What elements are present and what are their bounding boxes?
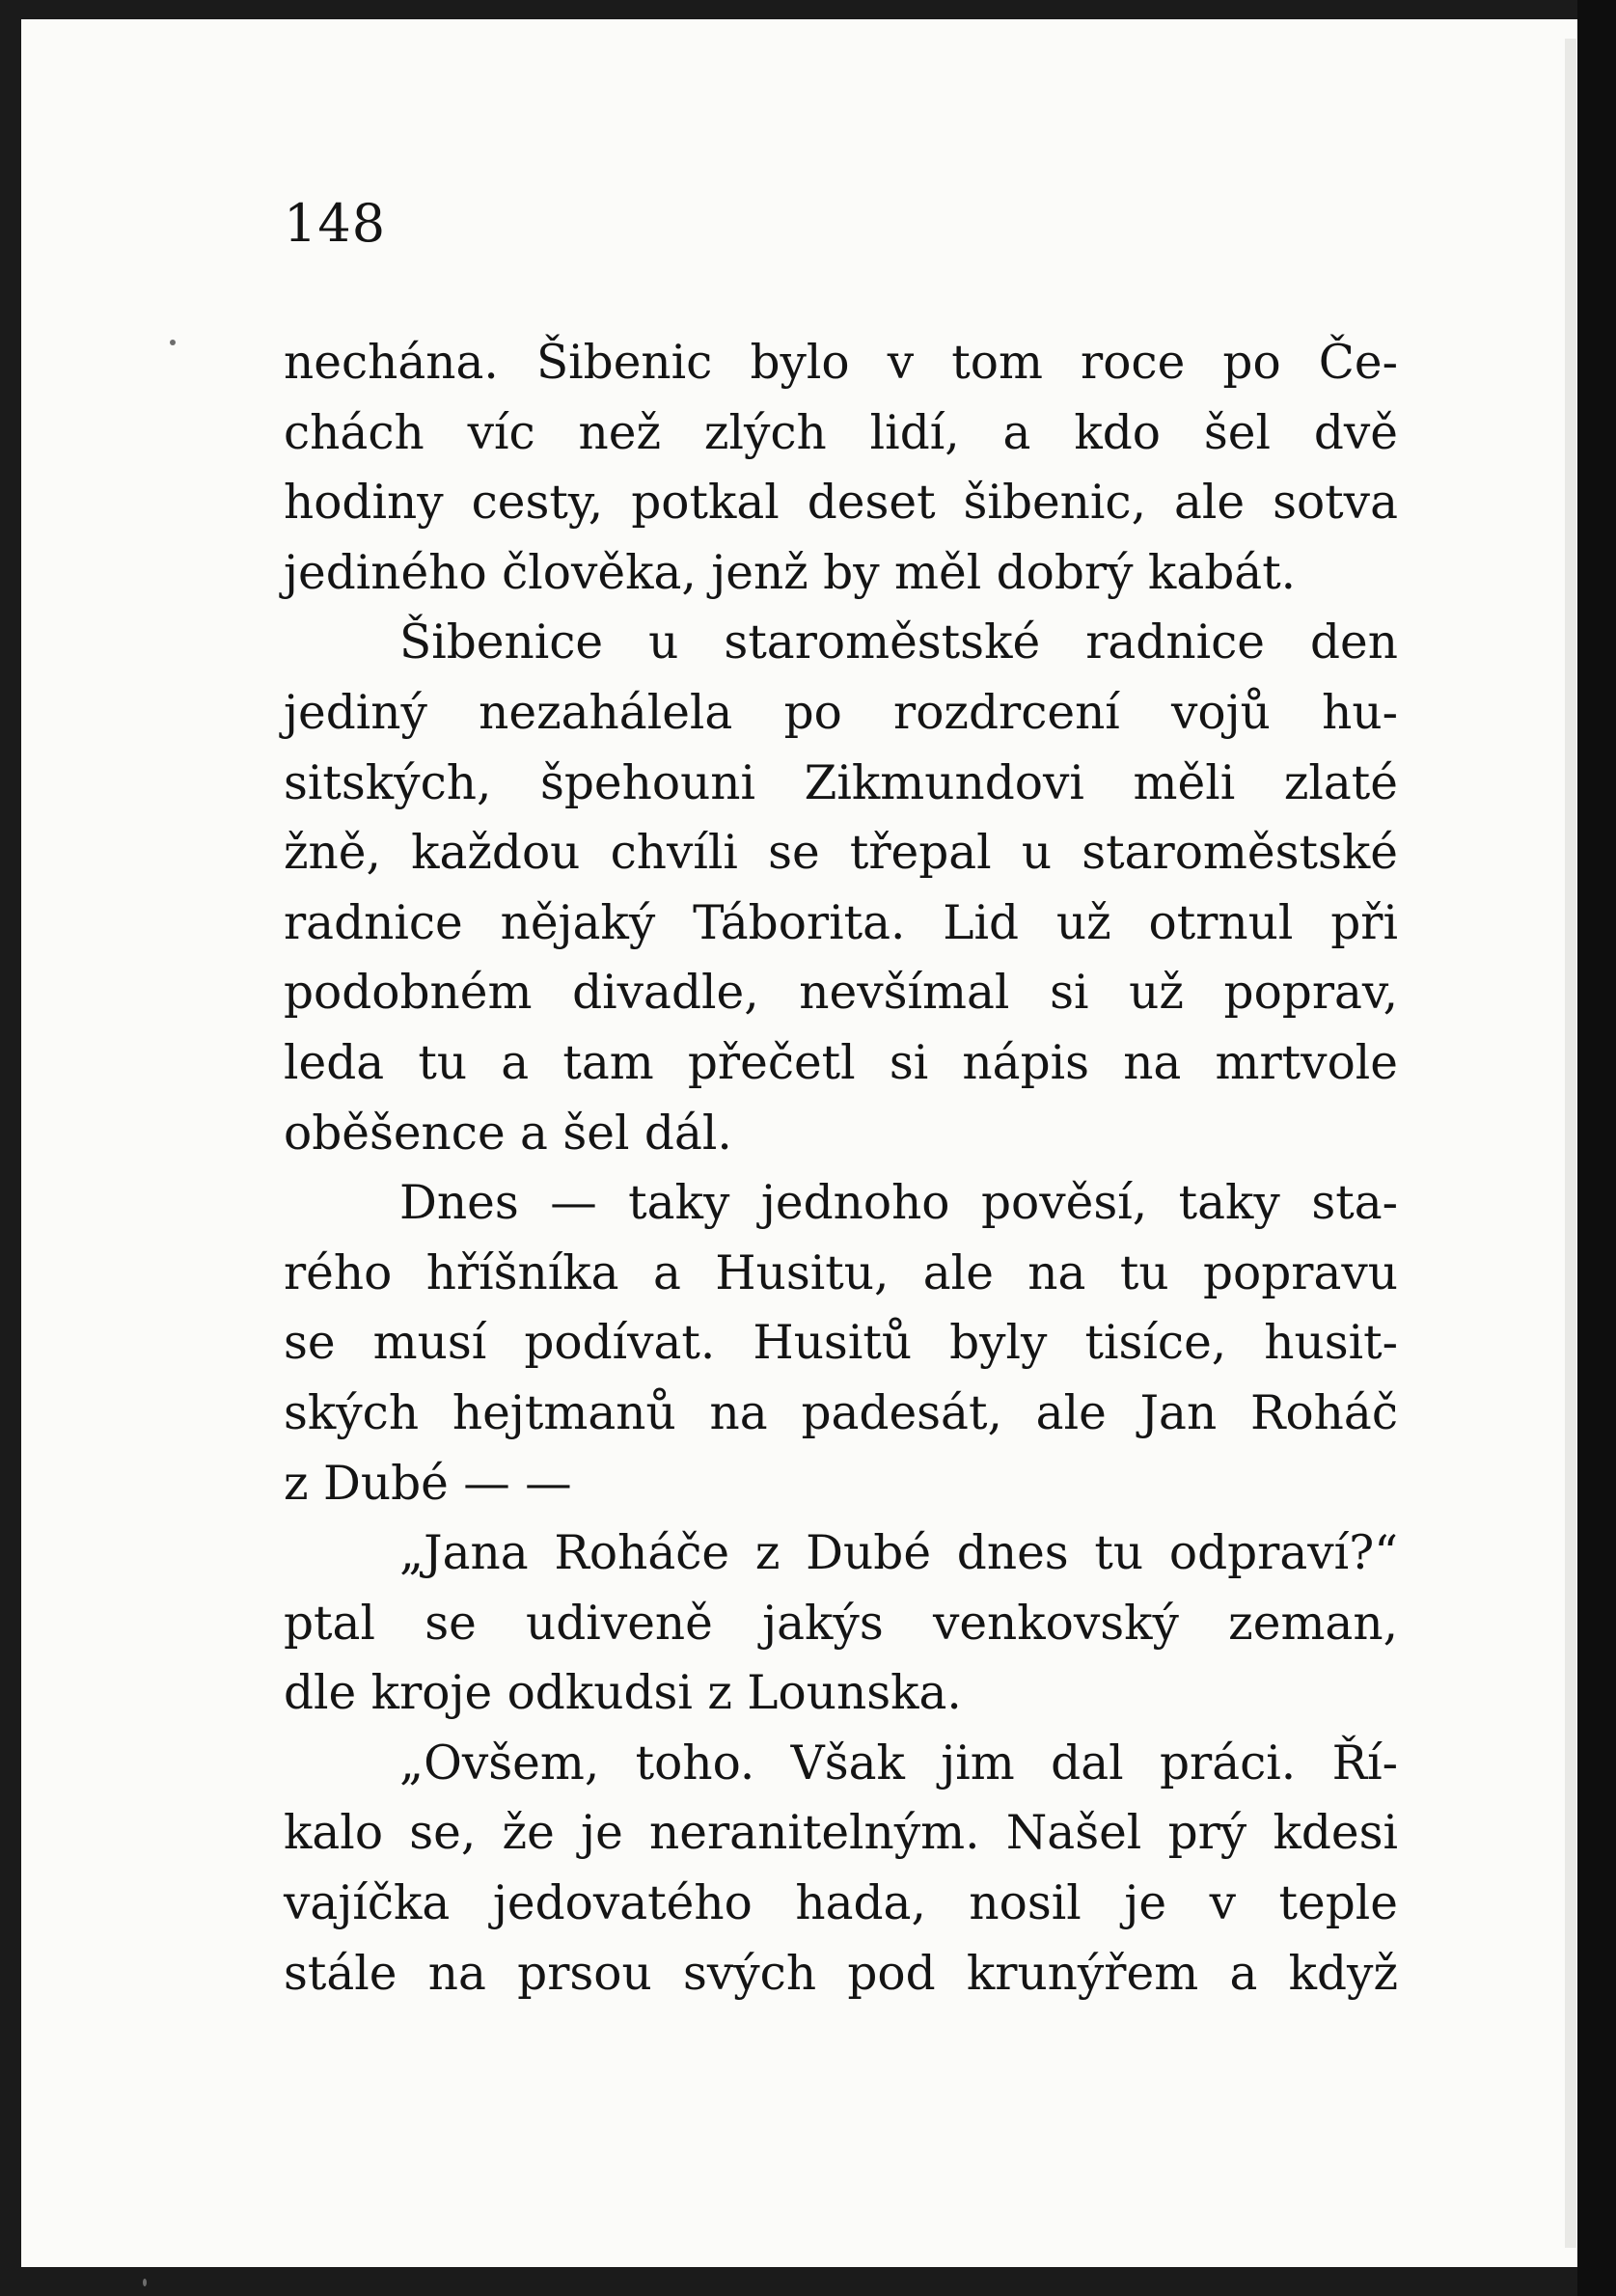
text-line: oběšence a šel dál. [284,1106,732,1161]
text-line: ptal se udiveně jakýs venkovský zeman, [284,1596,1398,1651]
text-line: Šibenice u staroměstské radnice den [399,615,1398,670]
text-line: jediný nezahálela po rozdrcení vojů hu- [284,685,1398,740]
text-line: ských hejtmanů na padesát, ale Jan Roháč [284,1385,1398,1440]
text-line: nechána. Šibenic bylo v tom roce po Če- [284,336,1398,390]
text-line: kalo se, že je neranitelným. Našel prý kdesi [284,1806,1398,1861]
text-line: hodiny cesty, potkal deset šibenic, ale sotva [284,476,1398,531]
page-edge-highlight [1565,39,1576,2248]
text-line: sitských, špehouni Zikmundovi měli zlaté [284,755,1398,810]
dust-speck [170,340,176,345]
text-line: chách víc než zlých lidí, a kdo šel dvě [284,405,1398,460]
text-line: stále na prsou svých pod krunýřem a když [284,1946,1398,2001]
text-line: Dnes — taky jednoho pověsí, taky sta- [399,1176,1398,1231]
text-line: „Jana Roháče z Dubé dnes tu odpraví?“ [399,1526,1398,1581]
text-line: podobném divadle, nevšímal si už poprav, [284,966,1398,1021]
text-line: jediného člověka, jenž by měl dobrý kabát. [284,545,1297,600]
body-text [284,328,1398,2009]
text-line: vajíčka jedovatého hada, nosil je v teple [284,1876,1398,1931]
scan-border-right [1577,0,1616,2296]
text-line: radnice nějaký Táborita. Lid už otrnul při [284,895,1398,950]
text-line: se musí podívat. Husitů byly tisíce, husit- [284,1316,1398,1371]
page-number: 148 [284,193,387,254]
text-line: rého hříšníka a Husitu, ale na tu popravu [284,1245,1398,1300]
text-line: žně, každou chvíli se třepal u staroměstské [284,826,1398,881]
text-line: z Dubé — — [284,1456,572,1511]
text-line: leda tu a tam přečetl si nápis na mrtvole [284,1035,1398,1090]
dust-speck [143,2279,147,2286]
text-line: dle kroje odkudsi z Lounska. [284,1666,962,1721]
text-line: „Ovšem, toho. Však jim dal práci. Ří- [399,1736,1398,1790]
